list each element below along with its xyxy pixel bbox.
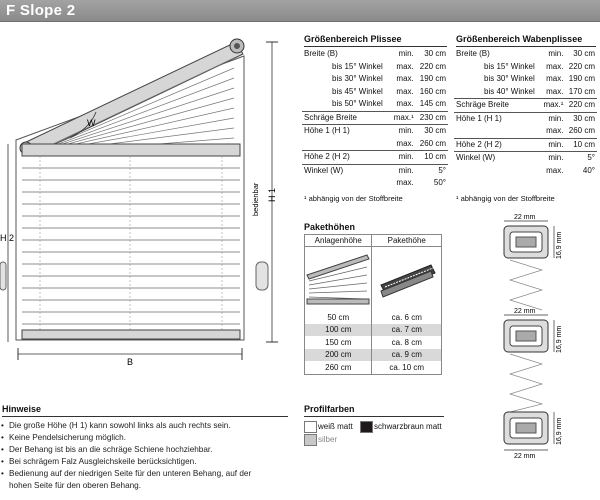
spec-row <box>302 125 448 138</box>
spec-row <box>302 73 448 86</box>
profile-width-3: 22 mm <box>514 453 536 460</box>
spec-qualifier: max.¹ <box>540 99 565 113</box>
waben-footnote: ¹ abhängig von der Stoffbreite <box>456 194 555 203</box>
spec-qualifier: max. <box>546 86 564 96</box>
slope-blind-drawing <box>0 28 290 368</box>
spec-row <box>454 86 597 99</box>
spec-label: bis 30° Winkel <box>332 74 383 83</box>
spec-label: Höhe 1 (H 1) <box>302 125 390 138</box>
spec-label: bis 15° Winkel <box>484 61 535 71</box>
spec-label: Höhe 1 (H 1) <box>454 112 540 125</box>
pakethoehen-row <box>305 324 442 337</box>
spec-label: Schräge Breite <box>302 111 390 125</box>
anlagenhoehe-illustration <box>305 247 372 312</box>
color-swatch-white <box>304 421 317 433</box>
pakethoehen-table <box>304 234 442 375</box>
spec-row <box>302 86 448 99</box>
spec-qualifier: max. <box>546 61 564 71</box>
pakethoehe-cell: ca. 6 cm <box>372 311 442 324</box>
spec-value: 40° <box>582 165 595 175</box>
spec-value: 220 cm <box>565 99 597 113</box>
pakethoehen-row <box>305 311 442 324</box>
pakethoehe-cell: ca. 10 cm <box>372 361 442 374</box>
spec-row <box>454 48 597 61</box>
spec-value: 220 cm <box>419 61 446 71</box>
spec-value: 5° <box>416 164 448 177</box>
spec-label <box>454 165 540 178</box>
spec-row <box>454 73 597 86</box>
pakethoehen-row <box>305 361 442 374</box>
spec-value: 260 cm <box>568 126 595 135</box>
col-anlagenhoehe: Anlagenhöhe <box>305 235 372 247</box>
spec-row <box>302 48 448 61</box>
waben-heading: Größenbereich Wabenplissee <box>456 34 583 44</box>
spec-value: 260 cm <box>419 138 446 148</box>
profile-width-1: 22 mm <box>514 214 536 221</box>
color-swatch-silber <box>304 434 317 446</box>
col-pakethoehe: Pakethöhe <box>372 235 442 247</box>
spec-row <box>454 125 597 138</box>
profile-height-3: 16,9 mm <box>556 417 563 445</box>
spec-label: Winkel (W) <box>302 164 390 177</box>
h1-dimension-label: H 1 <box>267 187 277 202</box>
profile-cross-section <box>490 212 600 462</box>
spec-value: 30 cm <box>565 112 597 125</box>
spec-label: Höhe 2 (H 2) <box>302 151 390 165</box>
spec-row <box>302 177 448 190</box>
spec-value: 30 cm <box>573 49 595 58</box>
hinweise-heading: Hinweise <box>2 404 42 414</box>
spec-row <box>454 152 597 165</box>
anlagenhoehe-cell: 100 cm <box>305 324 372 337</box>
hinweis-item: • Der Behang ist bis an die schräge Schiene hochziehbar. <box>0 444 251 456</box>
spec-row <box>454 61 597 74</box>
plissee-size-table <box>302 48 448 190</box>
spec-label: bis 15° Winkel <box>332 61 383 71</box>
anlagenhoehe-cell: 260 cm <box>305 361 372 374</box>
plissee-footnote: ¹ abhängig von der Stoffbreite <box>304 194 403 203</box>
spec-qualifier: max. <box>396 99 414 108</box>
spec-label: Breite (B) <box>456 49 490 58</box>
spec-qualifier: min. <box>540 138 565 152</box>
spec-row <box>302 61 448 74</box>
anlagenhoehe-cell: 150 cm <box>305 336 372 349</box>
spec-qualifier: min. <box>398 49 414 58</box>
spec-value: 190 cm <box>419 74 446 83</box>
b-dimension-label: B <box>127 357 134 367</box>
anlagenhoehe-cell: 50 cm <box>305 311 372 324</box>
spec-qualifier: min. <box>390 164 416 177</box>
pakethoehe-cell: ca. 9 cm <box>372 349 442 362</box>
spec-value: 220 cm <box>568 61 595 71</box>
pakethoehe-cell: ca. 7 cm <box>372 324 442 337</box>
spec-row <box>454 138 597 152</box>
title-bar <box>0 0 600 22</box>
profile-height-2: 16,9 mm <box>556 325 563 353</box>
profilfarben-heading: Profilfarben <box>304 404 355 414</box>
bedienbar-label: bedienbar <box>251 182 260 216</box>
profile-width-2: 22 mm <box>514 308 536 315</box>
pakethoehen-row <box>305 349 442 362</box>
hinweis-item: • Die große Höhe (H 1) kann sowohl links als auch rechts sein. <box>0 420 251 432</box>
spec-value: 230 cm <box>416 111 448 125</box>
spec-label: Winkel (W) <box>454 152 540 165</box>
spec-value: 170 cm <box>568 86 595 96</box>
hinweis-item: • Bedienung auf der niedrigen Seite für den unteren Behang, auf der <box>0 468 251 480</box>
spec-value: 50° <box>433 178 446 187</box>
anlagenhoehe-cell: 200 cm <box>305 349 372 362</box>
spec-qualifier: min. <box>390 151 416 165</box>
spec-value: 5° <box>565 152 597 165</box>
spec-value: 190 cm <box>568 74 595 83</box>
spec-label: bis 30° Winkel <box>484 74 535 83</box>
color-swatch-schwarzbraun <box>360 421 373 433</box>
spec-row <box>302 111 448 125</box>
spec-qualifier: max. <box>546 126 564 135</box>
spec-qualifier: max. <box>396 74 414 83</box>
spec-label: bis 40° Winkel <box>484 86 535 96</box>
pakethoehe-cell: ca. 8 cm <box>372 336 442 349</box>
spec-qualifier: max. <box>396 178 414 187</box>
hinweis-item: • Bei schrägem Falz Ausgleichskeile berücksichtigen. <box>0 456 251 468</box>
spec-qualifier: max. <box>396 138 414 148</box>
spec-value: 10 cm <box>416 151 448 165</box>
color-label-white: weiß matt <box>318 422 353 431</box>
spec-label <box>302 138 390 151</box>
spec-value: 10 cm <box>565 138 597 152</box>
spec-row <box>302 138 448 151</box>
hinweise-list <box>0 420 251 492</box>
angle-w-label: W <box>87 118 96 128</box>
page-title: F Slope 2 <box>6 2 76 19</box>
spec-qualifier: min. <box>540 152 565 165</box>
spec-qualifier: max. <box>396 61 414 71</box>
spec-value: 160 cm <box>419 86 446 96</box>
spec-row <box>302 164 448 177</box>
spec-label: bis 50° Winkel <box>332 99 383 108</box>
spec-row <box>454 165 597 178</box>
spec-qualifier: max.¹ <box>390 111 416 125</box>
spec-value: 30 cm <box>416 125 448 138</box>
spec-qualifier: max. <box>546 165 564 175</box>
spec-qualifier: max. <box>546 74 564 83</box>
plissee-heading: Größenbereich Plissee <box>304 34 402 44</box>
color-label-silber: silber <box>318 435 338 444</box>
spec-row <box>302 151 448 165</box>
spec-row <box>454 99 597 113</box>
spec-label <box>454 125 540 138</box>
pakethoehen-row <box>305 336 442 349</box>
spec-label <box>302 177 390 190</box>
spec-value: 30 cm <box>424 49 446 58</box>
spec-qualifier: min. <box>390 125 416 138</box>
spec-label: Höhe 2 (H 2) <box>454 138 540 152</box>
spec-label: Schräge Breite <box>454 99 540 113</box>
h2-dimension-label: H 2 <box>0 233 15 243</box>
hinweis-item: hohen Seite für den oberen Behang. <box>9 481 142 490</box>
spec-row <box>454 112 597 125</box>
pakethoehen-heading: Pakethöhen <box>304 222 356 232</box>
profile-height-1: 16,9 mm <box>556 231 563 259</box>
hinweis-item: • Keine Pendelsicherung möglich. <box>0 432 251 444</box>
color-label-schwarzbraun: schwarzbraun matt <box>374 422 442 431</box>
spec-label: Breite (B) <box>304 49 338 58</box>
spec-value: 145 cm <box>419 99 446 108</box>
spec-qualifier: min. <box>540 112 565 125</box>
pakethoehe-illustration <box>372 247 442 312</box>
spec-row <box>302 98 448 111</box>
spec-qualifier: min. <box>548 49 564 58</box>
spec-qualifier: max. <box>396 86 414 96</box>
spec-label: bis 45° Winkel <box>332 86 383 96</box>
waben-size-table <box>454 48 597 177</box>
